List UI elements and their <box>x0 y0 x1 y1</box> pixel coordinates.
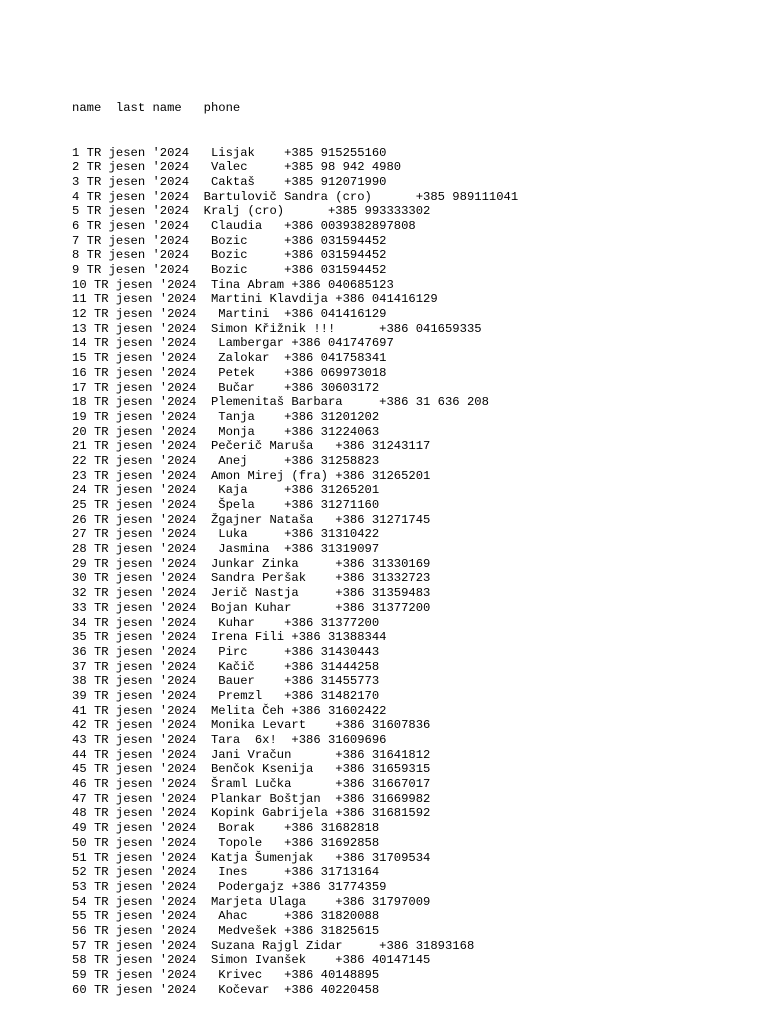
contact-row: 56 TR jesen '2024 Medvešek +386 31825615 <box>72 923 380 938</box>
contact-row: 8 TR jesen '2024 Bozic +386 031594452 <box>72 248 387 263</box>
contact-row: 60 TR jesen '2024 Kočevar +386 40220458 <box>72 982 380 997</box>
contact-row: 11 TR jesen '2024 Martini Klavdija +386 041416129 <box>72 292 438 307</box>
contact-row: 29 TR jesen '2024 Junkar Zinka +386 31330169 <box>72 556 431 571</box>
contact-row: 36 TR jesen '2024 Pirc +386 31430443 <box>72 644 380 659</box>
contact-row: 53 TR jesen '2024 Podergajz +386 31774359 <box>72 879 387 894</box>
contact-row: 22 TR jesen '2024 Anej +386 31258823 <box>72 453 380 468</box>
contact-row: 49 TR jesen '2024 Borak +386 31682818 <box>72 821 380 836</box>
contact-row: 52 TR jesen '2024 Ines +386 31713164 <box>72 865 380 880</box>
contact-row: 20 TR jesen '2024 Monja +386 31224063 <box>72 424 380 439</box>
contact-row: 46 TR jesen '2024 Šraml Lučka +386 31667017 <box>72 777 431 792</box>
contact-row: 4 TR jesen '2024 Bartulovič Sandra (cro) +385 989111041 <box>72 189 519 204</box>
contact-row: 32 TR jesen '2024 Jerič Nastja +386 31359483 <box>72 586 431 601</box>
contact-row: 35 TR jesen '2024 Irena Fili +386 31388344 <box>72 630 387 645</box>
contact-row: 26 TR jesen '2024 Žgajner Nataša +386 31271745 <box>72 512 431 527</box>
contact-row: 25 TR jesen '2024 Špela +386 31271160 <box>72 498 380 512</box>
contact-row: 57 TR jesen '2024 Suzana Rajgl Zidar +386 31893168 <box>72 938 475 953</box>
contact-row: 5 TR jesen '2024 Kralj (cro) +385 993333302 <box>72 204 431 219</box>
contact-row: 13 TR jesen '2024 Simon Křižnik !!! +386 041659335 <box>72 321 482 336</box>
contact-row: 18 TR jesen '2024 Plemenitaš Barbara +386 31 636 208 <box>72 395 489 410</box>
contact-row: 42 TR jesen '2024 Monika Levart +386 31607836 <box>72 718 431 733</box>
contact-row: 10 TR jesen '2024 Tina Abram +386 040685123 <box>72 277 394 292</box>
contact-row: 15 TR jesen '2024 Zalokar +386 041758341 <box>72 351 387 366</box>
contact-row: 43 TR jesen '2024 Tara 6x! +386 31609696 <box>72 733 387 747</box>
contact-row: 16 TR jesen '2024 Petek +386 069973018 <box>72 365 387 380</box>
contact-row: 7 TR jesen '2024 Bozic +386 031594452 <box>72 233 387 248</box>
contact-row: 39 TR jesen '2024 Premzl +386 31482170 <box>72 688 380 703</box>
contact-row: 33 TR jesen '2024 Bojan Kuhar +386 31377200 <box>72 600 431 615</box>
contact-row: 48 TR jesen '2024 Kopink Gabrijela +386 31681592 <box>72 806 431 821</box>
contact-row: 12 TR jesen '2024 Martini +386 041416129 <box>72 307 387 322</box>
contact-row: 34 TR jesen '2024 Kuhar +386 31377200 <box>72 615 380 630</box>
contact-row: 2 TR jesen '2024 Valec +385 98 942 4980 <box>72 160 402 175</box>
contact-row: 17 TR jesen '2024 Bučar +386 30603172 <box>72 380 380 395</box>
contact-row: 55 TR jesen '2024 Ahac +386 31820088 <box>72 909 380 924</box>
contact-row: 37 TR jesen '2024 Kačič +386 31444258 <box>72 659 380 674</box>
document-page <box>72 72 518 1012</box>
contact-row: 24 TR jesen '2024 Kaja +386 31265201 <box>72 483 380 498</box>
contact-row: 19 TR jesen '2024 Tanja +386 31201202 <box>72 409 380 424</box>
contact-row: 14 TR jesen '2024 Lambergar +386 041747697 <box>72 336 394 351</box>
contact-row: 27 TR jesen '2024 Luka +386 31310422 <box>72 527 380 542</box>
contact-row: 59 TR jesen '2024 Krivec +386 40148895 <box>72 968 380 982</box>
contact-row: 1 TR jesen '2024 Lisjak +385 915255160 <box>72 145 387 160</box>
contact-row: 21 TR jesen '2024 Pečerič Maruša +386 31243117 <box>72 439 431 454</box>
contact-row: 6 TR jesen '2024 Claudia +386 0039382897808 <box>72 218 416 233</box>
contact-row: 3 TR jesen '2024 Caktaš +385 912071990 <box>72 174 387 189</box>
contact-row: 44 TR jesen '2024 Jani Vračun +386 31641812 <box>72 747 431 762</box>
contact-row: 9 TR jesen '2024 Bozic +386 031594452 <box>72 263 387 277</box>
contact-row: 58 TR jesen '2024 Simon Ivanšek +386 40147145 <box>72 953 431 968</box>
contact-row: 50 TR jesen '2024 Topole +386 31692858 <box>72 835 380 850</box>
contact-row: 41 TR jesen '2024 Melita Čeh +386 31602422 <box>72 703 387 718</box>
contact-row: 54 TR jesen '2024 Marjeta Ulaga +386 31797009 <box>72 894 431 909</box>
contact-row: 28 TR jesen '2024 Jasmina +386 31319097 <box>72 542 380 557</box>
contact-row: 45 TR jesen '2024 Benčok Ksenija +386 31659315 <box>72 762 431 777</box>
column-header: name last name phone <box>72 101 241 116</box>
contact-row: 23 TR jesen '2024 Amon Mirej (fra) +386 31265201 <box>72 468 431 483</box>
contact-row: 30 TR jesen '2024 Sandra Peršak +386 31332723 <box>72 571 431 586</box>
contact-list <box>72 146 518 998</box>
contact-row: 51 TR jesen '2024 Katja Šumenjak +386 31709534 <box>72 850 431 865</box>
contact-row: 38 TR jesen '2024 Bauer +386 31455773 <box>72 674 380 689</box>
contact-row: 47 TR jesen '2024 Plankar Boštjan +386 31669982 <box>72 791 431 806</box>
